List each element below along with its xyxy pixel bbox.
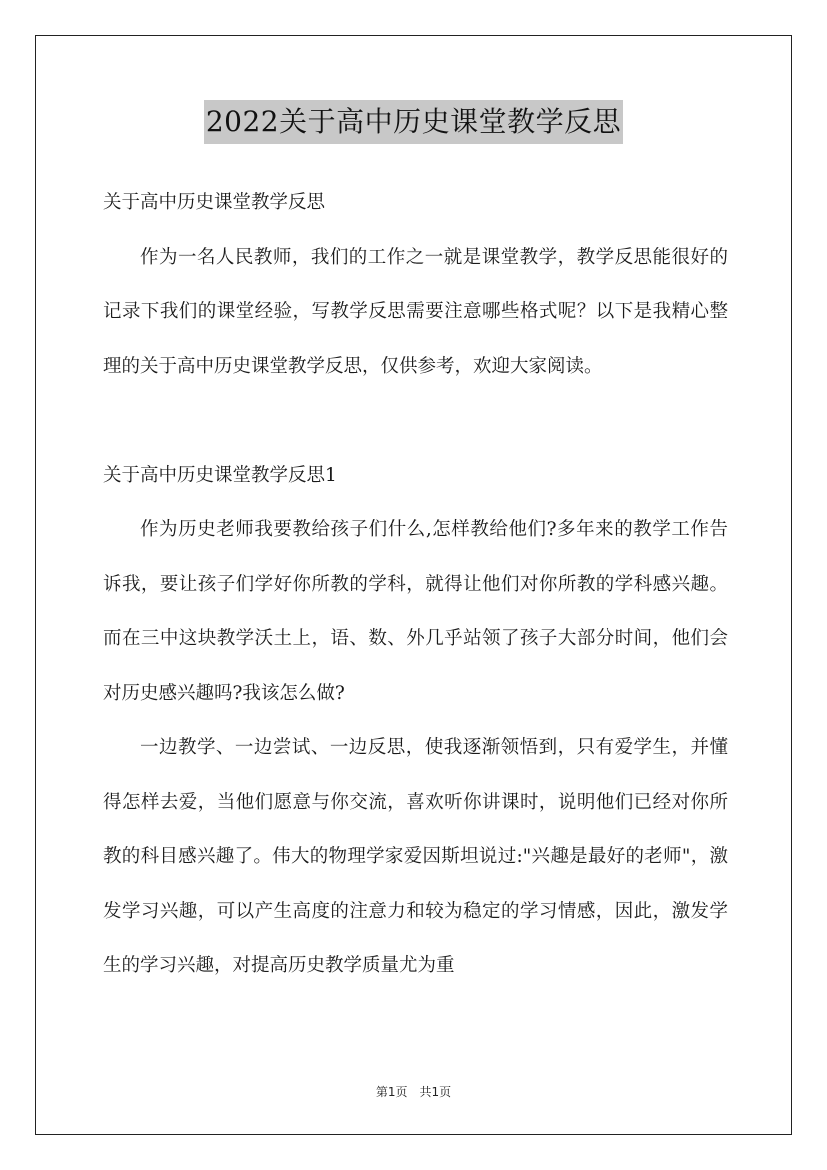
page-number: 第1页 xyxy=(375,1085,408,1099)
section-heading: 关于高中历史课堂教学反思1 xyxy=(103,464,337,486)
section-heading: 关于高中历史课堂教学反思 xyxy=(103,192,326,213)
document-title: 2022关于高中历史课堂教学反思 xyxy=(204,100,623,144)
body-paragraph: 作为一名人民教师，我们的工作之一就是课堂教学，教学反思能很好的记录下我们的课堂经验，写教学反思需要注意哪些格式呢？以下是我精心整理的关于高中历史课堂教学反思，仅供参考，欢迎大家阅读。 xyxy=(103,246,728,377)
document-body xyxy=(103,176,728,994)
title-container xyxy=(0,100,827,144)
body-paragraph: 作为历史老师我要教给孩子们什么,怎样教给他们?多年来的教学工作告诉我，要让孩子们学好你所教的学科，就得让他们对你所教的学科感兴趣。而在三中这块教学沃土上，语、数、外几乎站领了孩子大部分时间，他们会对历史感兴趣吗?我该怎么做? xyxy=(103,519,728,704)
page-footer xyxy=(0,1083,827,1100)
body-paragraph: 一边教学、一边尝试、一边反思，使我逐渐领悟到，只有爱学生，并懂得怎样去爱，当他们愿意与你交流，喜欢听你讲课时，说明他们已经对你所教的科目感兴趣了。伟大的物理学家爱因斯坦说过:"兴趣是最好的老师"，激发学习兴趣，可以产生高度的注意力和较为稳定的学习情感，因此，激发学生的学习兴趣，对提高历史教学质量尤为重 xyxy=(103,737,728,976)
paragraph-spacer xyxy=(103,394,728,449)
page-total: 共1页 xyxy=(419,1085,452,1099)
